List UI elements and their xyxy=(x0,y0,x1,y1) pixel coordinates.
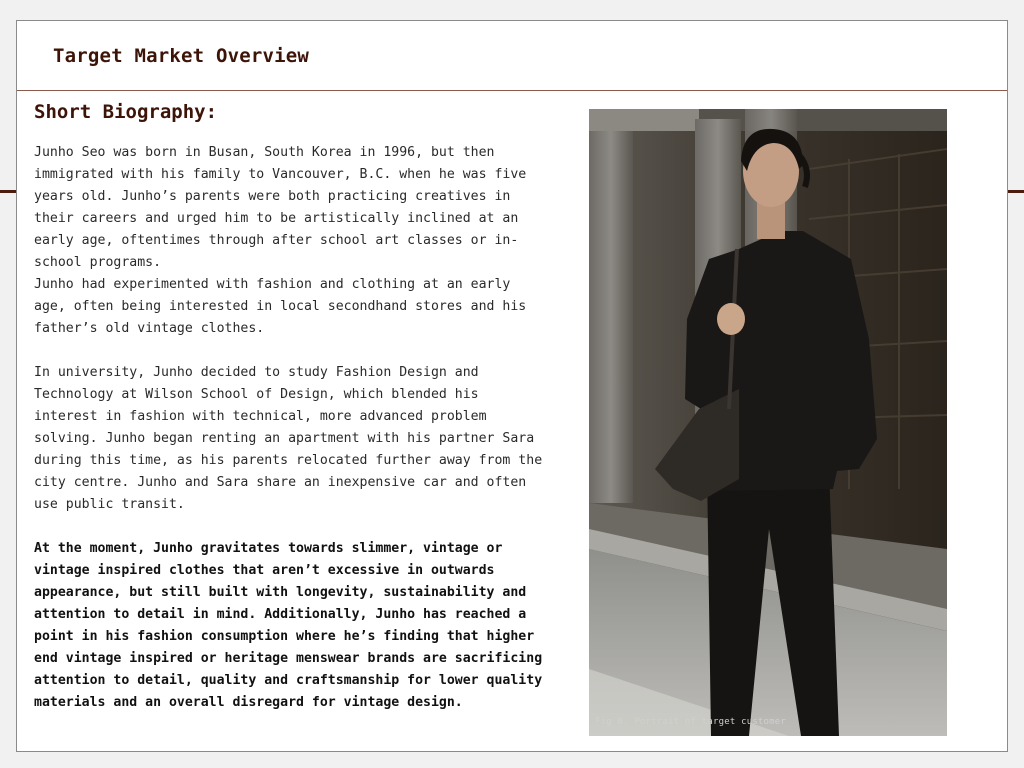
section-title: Short Biography: xyxy=(34,101,218,123)
portrait-illustration xyxy=(589,109,947,736)
page-title: Target Market Overview xyxy=(53,45,310,67)
accent-line-right xyxy=(1008,190,1024,193)
paragraph-spacer xyxy=(34,340,546,362)
biography-text xyxy=(34,142,551,714)
bio-paragraph-1: Junho Seo was born in Busan, South Korea in 1996, but then immigrated with his family to Vancouver, B.C. when he was five years old. Junho’s parents were both practicing creatives in their careers and urged him to be artistically inclined at an early age, oftentimes through after school art classes or in-school programs. xyxy=(34,145,535,270)
slide xyxy=(16,20,1008,752)
bio-paragraph-4: At the moment, Junho gravitates towards slimmer, vintage or vintage inspired clothes that aren’t excessive in outwards appearance, but still built with longevity, sustainability and attention to detail in mind. Additionally, Junho has reached a point in his fashion consumption where he’s finding that higher end vintage inspired or heritage menswear brands are sacrificing attention to detail, quality and craftsmanship for lower quality materials and an overall disregard for vintage design. xyxy=(34,541,551,710)
bio-paragraph-3: In university, Junho decided to study Fashion Design and Technology at Wilson School of Design, which blended his interest in fashion with technical, more advanced problem solving. Junho began renting an apartment with his partner Sara during this time, as his parents relocated further away from the city centre. Junho and Sara share an inexpensive car and often use public transit. xyxy=(34,365,551,512)
slide-header xyxy=(17,21,1007,91)
bio-paragraph-2: Junho had experimented with fashion and clothing at an early age, often being interested in local secondhand stores and his father’s old vintage clothes. xyxy=(34,277,535,336)
paragraph-spacer xyxy=(34,516,546,538)
portrait-photo xyxy=(589,109,947,736)
figure-caption: Fig 6. Portrait of target customer xyxy=(595,717,787,727)
